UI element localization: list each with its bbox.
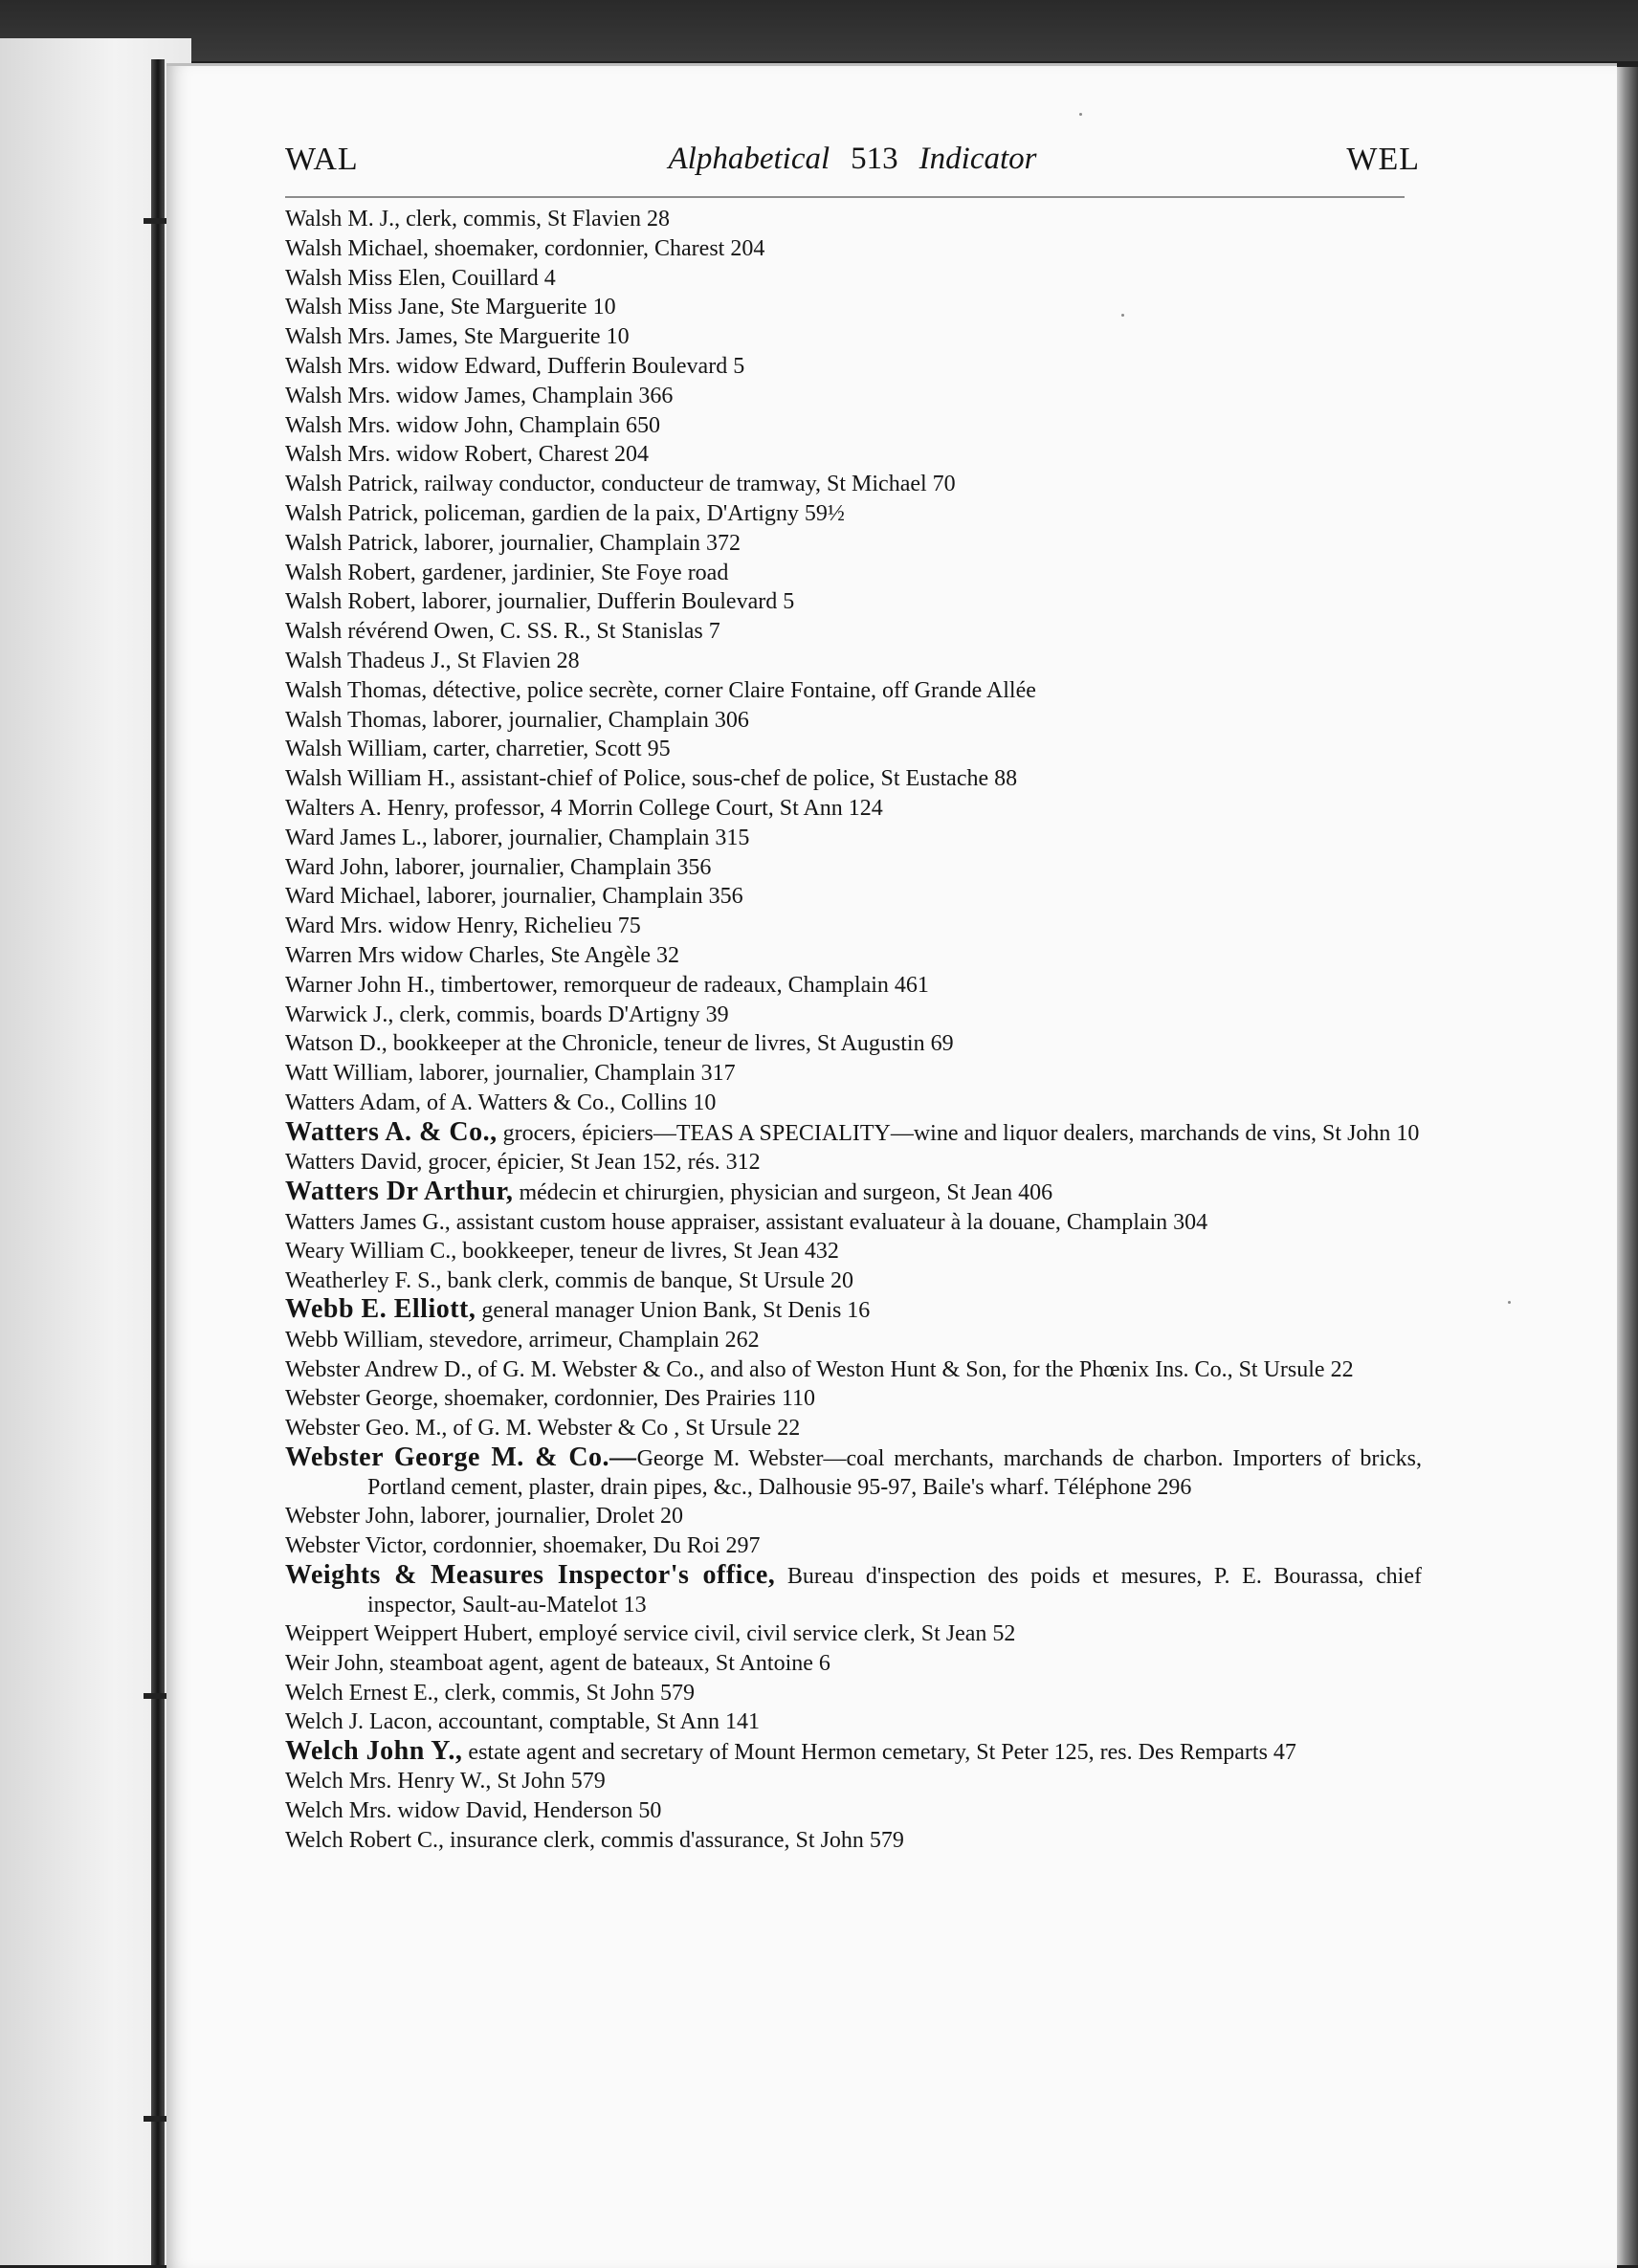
paper-speck	[1079, 113, 1082, 116]
directory-entry	[285, 882, 1422, 912]
directory-entry	[285, 706, 1422, 736]
directory-entry	[285, 1029, 1422, 1059]
entry-text: Walsh Robert, gardener, jardinier, Ste Foye road	[285, 560, 729, 585]
entry-name-bold: Webb E. Elliott,	[285, 1295, 476, 1325]
entry-text: Watters David, grocer, épicier, St Jean 152, rés. 312	[285, 1149, 761, 1175]
entry-text: Webb William, stevedore, arrimeur, Champlain 262	[285, 1328, 760, 1354]
directory-entry	[285, 676, 1422, 706]
directory-entry	[285, 1767, 1422, 1796]
directory-entry	[285, 1737, 1422, 1767]
directory-entry	[285, 1089, 1422, 1118]
entry-name-bold: Weights & Measures Inspector's office,	[285, 1559, 776, 1590]
directory-entry	[285, 322, 1422, 352]
header-right-guide: WEL	[1346, 142, 1420, 177]
entry-text: Walters A. Henry, professor, 4 Morrin College Court, St Ann 124	[285, 795, 883, 821]
directory-entry	[285, 912, 1422, 941]
directory-entry	[285, 1826, 1422, 1856]
entry-name-bold: Watters Dr Arthur,	[285, 1177, 514, 1206]
entry-text: Weippert Weippert Hubert, employé service civil, civil service clerk, St Jean 52	[285, 1621, 1016, 1647]
header-title-left: Alphabetical	[668, 142, 830, 176]
directory-listing	[285, 205, 1422, 1856]
entry-text: Walsh Mrs. James, Ste Marguerite 10	[285, 324, 630, 350]
directory-entry	[285, 205, 1422, 234]
entry-text: George M. Webster—coal merchants, marchands de charbon. Importers of bricks, Portland cement, plaster, drain pipes, &c., Dalhousie 95-97, Baile's wharf. Téléphone 296	[367, 1445, 1423, 1500]
running-header	[285, 142, 1420, 186]
entry-text: Watters James G., assistant custom house appraiser, assistant evaluateur à la douane, Champlain 304	[285, 1209, 1208, 1235]
entry-name-bold: Watters A. & Co.,	[285, 1116, 498, 1147]
page-edge-shadow	[1617, 67, 1638, 2265]
entry-text: Webster John, laborer, journalier, Drolet 20	[285, 1504, 684, 1530]
entry-text: Walsh Miss Elen, Couillard 4	[285, 265, 556, 291]
directory-entry	[285, 1531, 1422, 1561]
entry-text: Watt William, laborer, journalier, Champlain 317	[285, 1061, 736, 1087]
directory-entry	[285, 1148, 1422, 1178]
entry-text: Walsh Mrs. widow Robert, Charest 204	[285, 442, 650, 468]
header-title	[285, 142, 1420, 177]
directory-entry	[285, 853, 1422, 883]
entry-text: Warner John H., timbertower, remorqueur de radeaux, Champlain 461	[285, 972, 929, 998]
directory-entry	[285, 1001, 1422, 1030]
directory-entry	[285, 1561, 1422, 1619]
directory-entry	[285, 1502, 1422, 1531]
entry-text: Ward James L., laborer, journalier, Champlain 315	[285, 825, 750, 850]
entry-text: Webster George, shoemaker, cordonnier, Des Prairies 110	[285, 1386, 815, 1412]
entry-text: Weir John, steamboat agent, agent de bateaux, St Antoine 6	[285, 1650, 830, 1676]
directory-entry	[285, 234, 1422, 264]
directory-entry	[285, 1295, 1422, 1326]
entry-text: Ward John, laborer, journalier, Champlain 356	[285, 854, 712, 880]
directory-entry	[285, 1208, 1422, 1237]
directory-entry	[285, 559, 1422, 588]
binding-edge	[151, 59, 165, 2265]
entry-text: Weary William C., bookkeeper, teneur de livres, St Jean 432	[285, 1238, 839, 1264]
entry-text: Welch J. Lacon, accountant, comptable, St Ann 141	[285, 1709, 760, 1735]
entry-text: Welch Robert C., insurance clerk, commis d'assurance, St John 579	[285, 1828, 904, 1854]
entry-text: general manager Union Bank, St Denis 16	[476, 1298, 871, 1324]
directory-entry	[285, 411, 1422, 441]
entry-text: Ward Mrs. widow Henry, Richelieu 75	[285, 914, 641, 939]
header-title-right: Indicator	[919, 142, 1037, 176]
entry-text: Weatherley F. S., bank clerk, commis de banque, St Ursule 20	[285, 1267, 854, 1293]
entry-text: Warwick J., clerk, commis, boards D'Artigny 39	[285, 1002, 729, 1027]
entry-text: Walsh Patrick, laborer, journalier, Champlain 372	[285, 530, 742, 556]
directory-entry	[285, 352, 1422, 382]
directory-entry	[285, 440, 1422, 470]
directory-entry	[285, 382, 1422, 411]
entry-text: Ward Michael, laborer, journalier, Champlain 356	[285, 884, 743, 910]
directory-entry	[285, 1796, 1422, 1826]
header-rule	[285, 196, 1405, 198]
entry-text: Walsh Mrs. widow Edward, Dufferin Boulevard 5	[285, 353, 745, 379]
directory-entry	[285, 499, 1422, 529]
scan-top-background	[0, 0, 1638, 61]
directory-entry	[285, 1649, 1422, 1679]
entry-text: Webster Victor, cordonnier, shoemaker, Du Roi 297	[285, 1532, 761, 1558]
entry-text: Watson D., bookkeeper at the Chronicle, teneur de livres, St Augustin 69	[285, 1031, 954, 1057]
directory-entry	[285, 735, 1422, 764]
directory-entry	[285, 617, 1422, 647]
directory-entry	[285, 529, 1422, 559]
entry-text: Walsh William, carter, charretier, Scott 95	[285, 737, 671, 762]
directory-entry	[285, 293, 1422, 322]
directory-entry	[285, 794, 1422, 824]
entry-text: Walsh Patrick, policeman, gardien de la paix, D'Artigny 59½	[285, 500, 845, 526]
entry-text: Walsh Michael, shoemaker, cordonnier, Charest 204	[285, 235, 765, 261]
directory-entry	[285, 941, 1422, 971]
entry-text: Bureau d'inspection des poids et mesures, P. E. Bourassa, chief inspector, Sault-au-Matelot 13	[367, 1563, 1422, 1618]
entry-text: Watters Adam, of A. Watters & Co., Collins 10	[285, 1090, 717, 1115]
directory-entry	[285, 1178, 1422, 1208]
entry-text: Webster Geo. M., of G. M. Webster & Co , St Ursule 22	[285, 1415, 801, 1441]
directory-entry	[285, 470, 1422, 499]
directory-entry	[285, 1619, 1422, 1649]
entry-text: Welch Mrs. Henry W., St John 579	[285, 1769, 606, 1795]
entry-text: Walsh Mrs. widow John, Champlain 650	[285, 412, 661, 438]
directory-entry	[285, 1118, 1422, 1148]
directory-entry	[285, 1326, 1422, 1355]
entry-text: estate agent and secretary of Mount Hermon cemetary, St Peter 125, res. Des Remparts 47	[462, 1740, 1296, 1766]
entry-text: Walsh Thadeus J., St Flavien 28	[285, 648, 580, 673]
entry-text: Warren Mrs widow Charles, Ste Angèle 32	[285, 942, 679, 968]
directory-entry	[285, 264, 1422, 294]
entry-text: Walsh William H., assistant-chief of Police, sous-chef de police, St Eustache 88	[285, 766, 1018, 792]
directory-entry	[285, 1059, 1422, 1089]
directory-entry	[285, 587, 1422, 617]
entry-name-bold: Webster George M. & Co.—	[285, 1442, 637, 1472]
entry-text: Walsh révérend Owen, C. SS. R., St Stanislas 7	[285, 619, 720, 645]
directory-entry	[285, 1679, 1422, 1708]
entry-text: Walsh M. J., clerk, commis, St Flavien 28	[285, 207, 671, 231]
directory-entry	[285, 1384, 1422, 1414]
directory-entry	[285, 1414, 1422, 1443]
directory-entry	[285, 764, 1422, 794]
entry-text: Walsh Mrs. widow James, Champlain 366	[285, 383, 674, 408]
entry-text: médecin et chirurgien, physician and surgeon, St Jean 406	[513, 1179, 1053, 1205]
entry-name-bold: Welch John Y.,	[285, 1736, 463, 1767]
entry-text: Walsh Thomas, détective, police secrète, corner Claire Fontaine, off Grande Allée	[285, 677, 1036, 703]
directory-entry	[285, 824, 1422, 853]
directory-entry	[285, 1266, 1422, 1296]
entry-text: Welch Mrs. widow David, Henderson 50	[285, 1798, 662, 1824]
entry-text: grocers, épiciers—TEAS A SPECIALITY—wine and liquor dealers, marchands de vins, St John 10	[497, 1120, 1420, 1146]
directory-entry	[285, 1707, 1422, 1737]
entry-text: Walsh Robert, laborer, journalier, Dufferin Boulevard 5	[285, 589, 795, 615]
page-number: 513	[851, 142, 898, 176]
directory-entry	[285, 971, 1422, 1001]
entry-text: Walsh Thomas, laborer, journalier, Champlain 306	[285, 707, 749, 733]
entry-text: Walsh Miss Jane, Ste Marguerite 10	[285, 295, 616, 320]
entry-text: Welch Ernest E., clerk, commis, St John 579	[285, 1680, 695, 1706]
paper-speck	[1508, 1301, 1511, 1304]
directory-entry	[285, 1443, 1422, 1502]
directory-entry	[285, 1237, 1422, 1266]
directory-entry	[285, 1355, 1422, 1384]
header-left-guide: WAL	[285, 142, 359, 177]
directory-entry	[285, 647, 1422, 676]
entry-text: Walsh Patrick, railway conductor, conducteur de tramway, St Michael 70	[285, 472, 956, 497]
entry-text: Webster Andrew D., of G. M. Webster & Co., and also of Weston Hunt & Son, for the Phœnix Ins. Co., St Ursule 22	[285, 1356, 1354, 1382]
